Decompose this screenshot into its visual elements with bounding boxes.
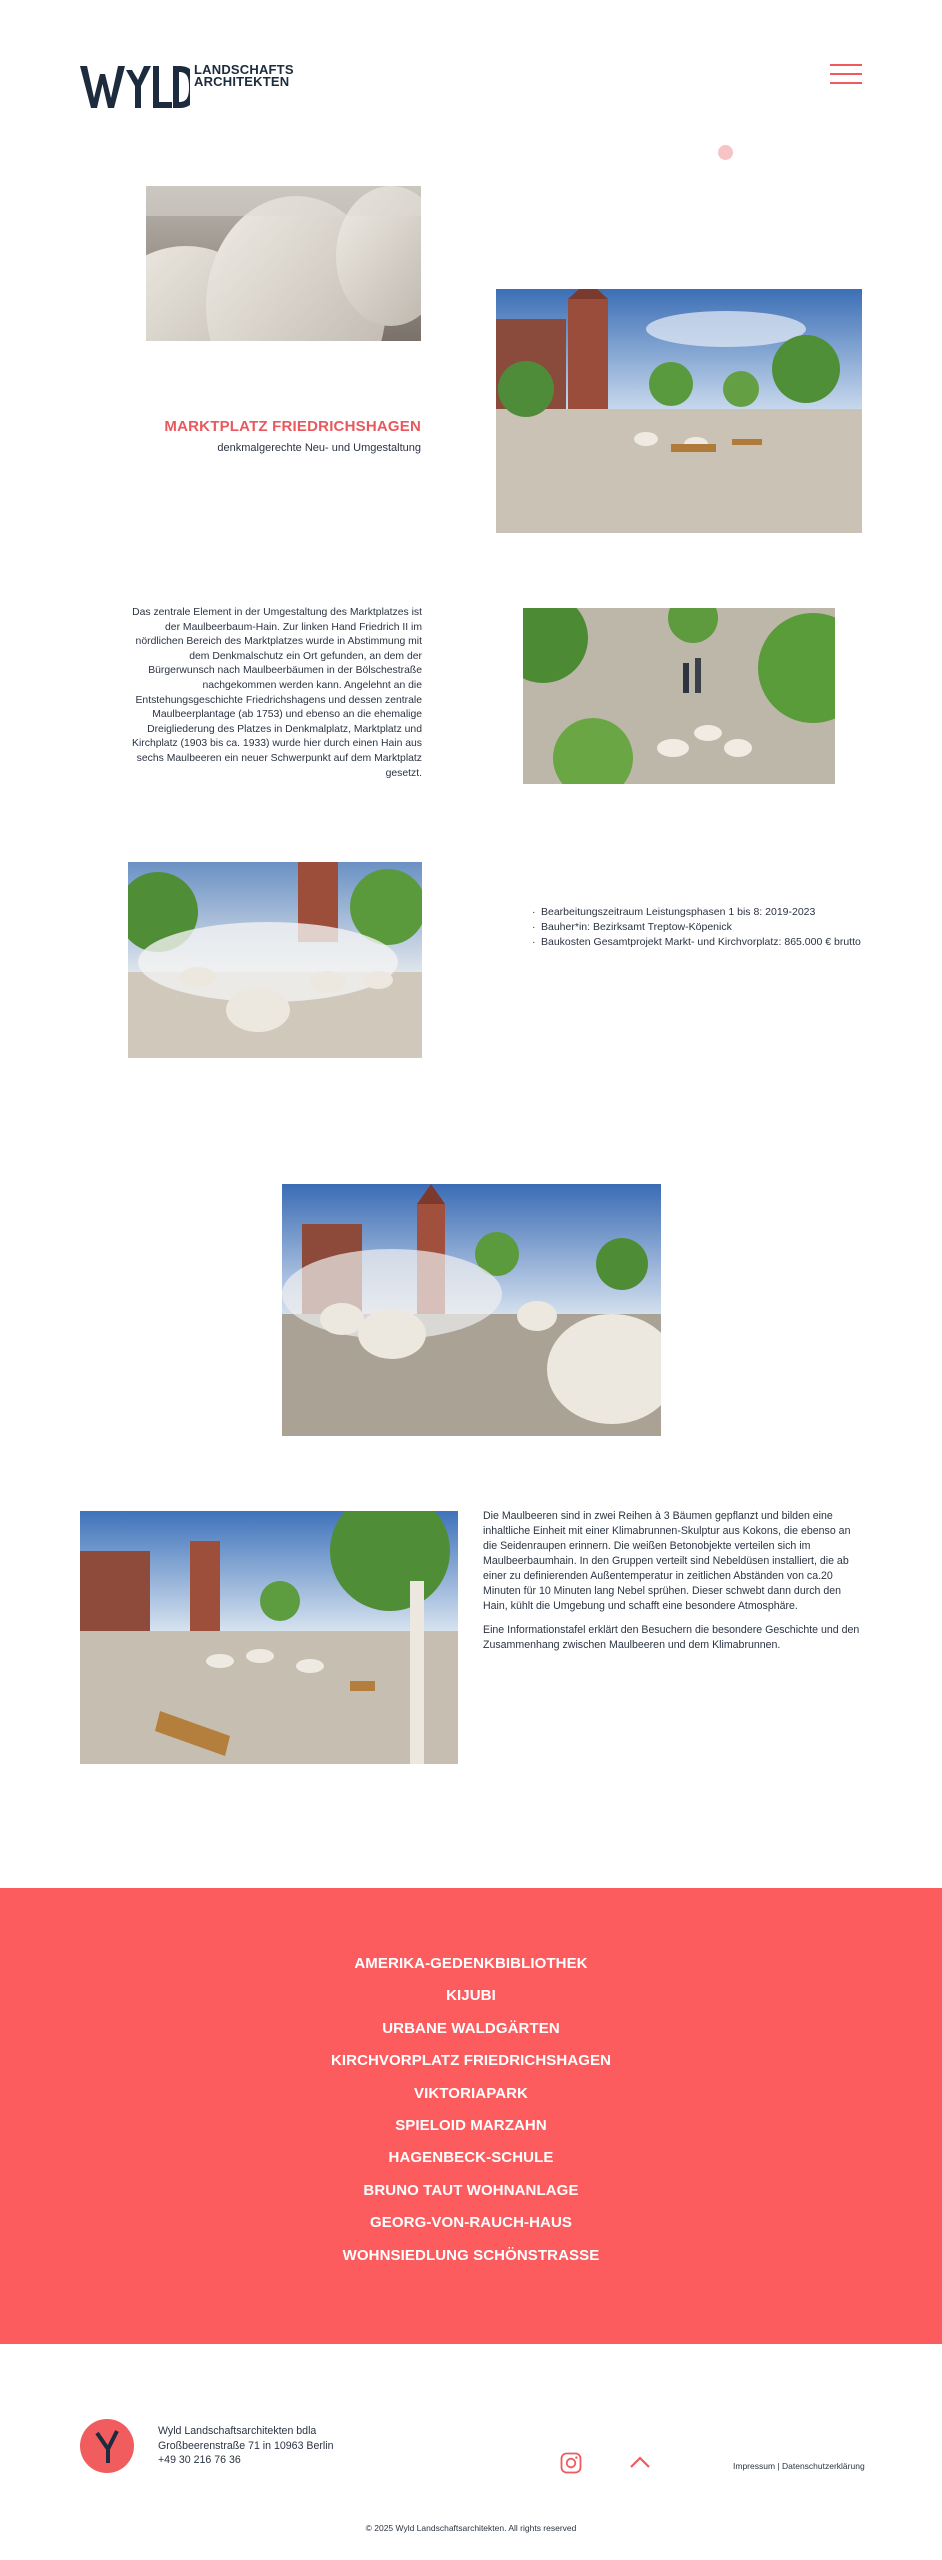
company-name: Wyld Landschaftsarchitekten bdla bbox=[158, 2425, 317, 2437]
legal-links bbox=[733, 2461, 865, 2471]
logo-line-2: ARCHITEKTEN bbox=[194, 74, 290, 89]
fact-item: · Bauher*in: Bezirksamt Treptow-Köpenick bbox=[530, 920, 930, 935]
details-paragraph: Die Maulbeeren sind in zwei Reihen à 3 Bäumen gepflanzt und bilden eine inhaltliche Einheit mit einer Klimabrunnen-Skulptur aus Kokons, die ebenso an die Seidenraupen erinnern. Die weißen Betonobjekte verteilen sich im Maulbeerbaumhain. In den Gruppen verteilt sind Nebeldüsen installiert, die ab einer zu definierenden Außentemperatur in zeitlichen Abständen von ca.20 Minuten für 10 Minuten lang Nebel sprühen. Dieser schwebt dann durch den Hain, kühlt die Umgebung und schafft eine besondere Atmosphäre. bbox=[483, 1510, 851, 1612]
arrow-up-icon[interactable] bbox=[629, 2455, 651, 2469]
tree-grove-photo bbox=[523, 608, 835, 784]
cobblestone-cocoons-photo bbox=[282, 1184, 661, 1436]
marketplace-church-photo bbox=[496, 289, 862, 533]
project-link[interactable]: URBANE WALDGÄRTEN bbox=[382, 2019, 560, 2037]
street-address: Großbeerenstraße 71 in 10963 Berlin bbox=[158, 2439, 334, 2452]
hamburger-icon[interactable] bbox=[830, 64, 862, 86]
project-description: Das zentrale Element in der Umgestaltung des Marktplatzes ist der Maulbeerbaum-Hain. Zur linken Hand Friedrich II im nördlichen Bereich des Marktplatzes wurde in Abstimmung mit dem Denkmalschutz ein Ort gefunden, an dem der Bürgerwunsch nach Maulbeerbäumen in der Bölschestraße nachgekommen werden kann. Angelehnt an die Entstehungsgeschichte Friedrichshagens und dessen zentrale Maulbeerplantage (ab 1753) und ebenso an die ehemalige Dreigliederung des Platzes in Denkmalplatz, Marktplatz und Kirchplatz (1903 bis ca. 1933) wurde hier durch einen Hain aus sechs Maulbeeren ein neuer Schwerpunkt auf dem Marktplatz gesetzt. bbox=[132, 607, 422, 779]
logo-mark[interactable] bbox=[80, 62, 190, 110]
privacy-link[interactable]: Datenschutzerklärung bbox=[781, 2461, 865, 2471]
instagram-icon[interactable] bbox=[560, 2452, 582, 2474]
square-benches-photo bbox=[80, 1511, 458, 1764]
footer-logo[interactable] bbox=[80, 2419, 134, 2473]
project-link[interactable]: HAGENBECK-SCHULE bbox=[388, 2149, 554, 2167]
project-link[interactable]: KIJUBI bbox=[446, 1987, 496, 2005]
legal-separator: | bbox=[775, 2461, 782, 2471]
cocoon-closeup-photo bbox=[146, 186, 421, 341]
phone-number[interactable]: +49 30 216 76 36 bbox=[158, 2454, 241, 2466]
page-subtitle: denkmalgerechte Neu- und Umgestaltung bbox=[217, 442, 421, 454]
fog-fountain-photo bbox=[128, 862, 422, 1058]
project-link[interactable]: VIKTORIAPARK bbox=[414, 2084, 528, 2102]
project-link[interactable]: KIRCHVORPLATZ FRIEDRICHSHAGEN bbox=[330, 2052, 612, 2070]
projects-menu bbox=[0, 1948, 942, 2272]
page-title: MARKTPLATZ FRIEDRICHSHAGEN bbox=[164, 418, 421, 435]
details-paragraph: Eine Informationstafel erklärt den Besuchern die besondere Geschichte und den Zusammenhang zwischen Maulbeeren und dem Klimabrunnen. bbox=[483, 1624, 860, 1651]
impressum-link[interactable]: Impressum bbox=[733, 2461, 776, 2471]
project-details bbox=[483, 1509, 865, 1662]
project-facts bbox=[530, 905, 930, 950]
project-link[interactable]: AMERIKA-GEDENKBIBLIOTHEK bbox=[354, 1955, 588, 1972]
logo-text bbox=[194, 64, 294, 88]
logo-line-1: LANDSCHAFTS bbox=[194, 62, 294, 77]
footer-address bbox=[158, 2424, 334, 2468]
project-link[interactable]: GEORG-VON-RAUCH-HAUS bbox=[370, 2214, 572, 2232]
project-link[interactable]: WOHNSIEDLUNG SCHÖNSTRASSE bbox=[342, 2246, 600, 2264]
project-link[interactable]: SPIELOID MARZAHN bbox=[395, 2117, 547, 2135]
project-link[interactable]: BRUNO TAUT WOHNANLAGE bbox=[363, 2181, 579, 2199]
decorative-dot bbox=[718, 145, 733, 160]
fact-item: · Baukosten Gesamtprojekt Markt- und Kirchvorplatz: 865.000 € brutto bbox=[530, 935, 930, 950]
copyright: © 2025 Wyld Landschaftsarchitekten. All rights reserved bbox=[365, 2523, 577, 2533]
projects-menu-section bbox=[0, 1888, 942, 2344]
fact-item: · Bearbeitungszeitraum Leistungsphasen 1 bis 8: 2019-2023 bbox=[530, 905, 930, 920]
